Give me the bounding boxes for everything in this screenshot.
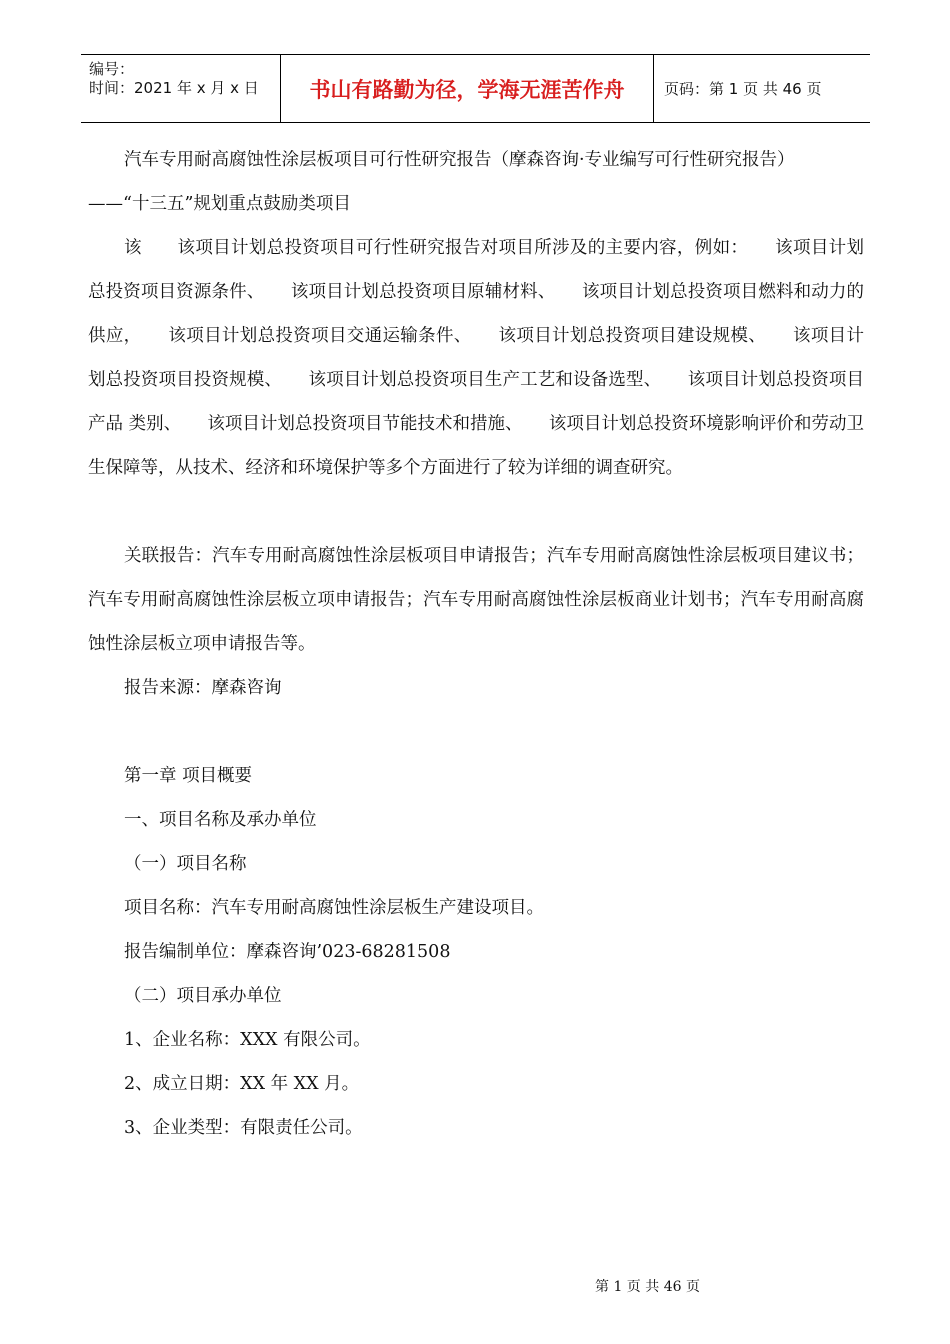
document-number-label: 编号： bbox=[89, 60, 135, 78]
document-body bbox=[88, 138, 864, 1150]
list-item: 3、企业类型：有限责任公司。 bbox=[124, 1118, 363, 1138]
list-item: 1、企业名称：XXX 有限公司。 bbox=[124, 1030, 371, 1050]
report-source: 报告来源：摩森咨询 bbox=[124, 678, 282, 698]
project-name: 项目名称：汽车专用耐高腐蚀性涂层板生产建设项目。 bbox=[124, 898, 544, 918]
list-item: 2、成立日期：XX 年 XX 月。 bbox=[124, 1074, 360, 1094]
header-motto: 书山有路勤为径，学海无涯苦作舟 bbox=[281, 55, 654, 122]
section-heading: 一、项目名称及承办单位 bbox=[124, 810, 317, 830]
subsection-project-name: （一）项目名称 bbox=[124, 854, 247, 874]
intro-paragraph: 该 该项目计划总投资项目可行性研究报告对项目所涉及的主要内容，例如： 该项目计划总投资项目资源条件、 该项目计划总投资项目原辅材料、 该项目计划总投资项目燃料和动力的供应， 该项目计划总投资项目交通运输条件、 该项目计划总投资项目建设规模、 该项目计划总投资项目投资规模、 该项目计划总投资项目生产工艺和设备选型、 该项目计划总投资项目产品 类别、 该项目计划总投资项目节能技术和措施、 该项目计划总投资环境影响评价和劳动卫生保障等，从技术、经济和环境保护等多个方面进行了较为详细的调查研究。 bbox=[88, 238, 864, 478]
related-reports: 关联报告：汽车专用耐高腐蚀性涂层板项目申请报告；汽车专用耐高腐蚀性涂层板项目建议书；汽车专用耐高腐蚀性涂层板立项申请报告；汽车专用耐高腐蚀性涂层板商业计划书；汽车专用耐高腐蚀性涂层板立项申请报告等。 bbox=[88, 546, 864, 654]
page-footer: 第 1 页 共 46 页 bbox=[595, 1279, 700, 1295]
report-title: 汽车专用耐高腐蚀性涂层板项目可行性研究报告（摩森咨询·专业编写可行性研究报告） bbox=[124, 150, 795, 170]
compiler-unit: 报告编制单位：摩森咨询’023-68281508 bbox=[124, 942, 451, 962]
document-time: 时间：2021 年 x 月 x 日 bbox=[89, 79, 259, 97]
report-subtitle: ——“十三五”规划重点鼓励类项目 bbox=[88, 194, 351, 214]
chapter-heading: 第一章 项目概要 bbox=[124, 766, 253, 786]
header-meta bbox=[81, 55, 281, 122]
subsection-undertaker: （二）项目承办单位 bbox=[124, 986, 282, 1006]
header-page-info: 页码：第 1 页 共 46 页 bbox=[664, 80, 822, 98]
page-header bbox=[81, 54, 870, 123]
